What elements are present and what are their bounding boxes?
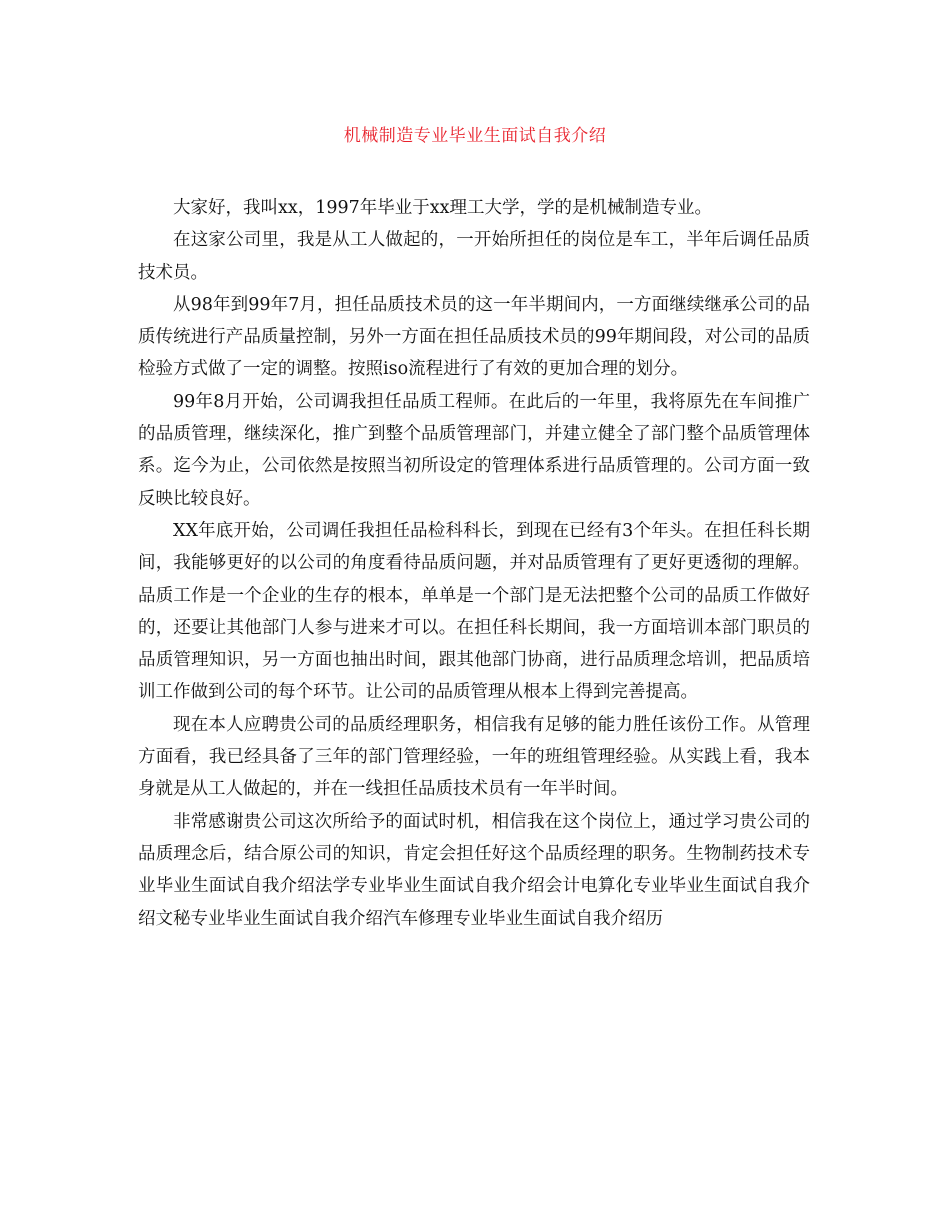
paragraph-section-chief: XX年底开始，公司调任我担任品检科科长，到现在已经有3个年头。在担任科长期间，我能够更好的以公司的角度看待品质问题，并对品质管理有了更好更透彻的理解。品质工作是一个企业的生存的根本，单单是一个部门是无法把整个公司的品质工作做好的，还要让其他部门人参与进来才可以。在担任科长期间，我一方面培训本部门职员的品质管理知识，另一方面也抽出时间，跟其他部门协商，进行品质理念培训，把品质培训工作做到公司的每个环节。让公司的品质管理从根本上得到完善提高。 [138, 520, 810, 703]
document-title: 机械制造专业毕业生面试自我介绍 [343, 126, 607, 146]
paragraph-quality-technician: 从98年到99年7月，担任品质技术员的这一年半期间内，一方面继续继承公司的品质传统进行产品质量控制，另外一方面在担任品质技术员的99年期间段，对公司的品质检验方式做了一定的调整。按照iso流程进行了有效的更加合理的划分。 [138, 294, 810, 380]
paragraph-first-position: 在这家公司里，我是从工人做起的，一开始所担任的岗位是车工，半年后调任品质技术员。 [138, 230, 810, 283]
document-body [138, 192, 810, 935]
paragraph-intro: 大家好，我叫xx，1997年毕业于xx理工大学，学的是机械制造专业。 [173, 198, 713, 218]
paragraph-application: 现在本人应聘贵公司的品质经理职务，相信我有足够的能力胜任该份工作。从管理方面看，我已经具备了三年的部门管理经验，一年的班组管理经验。从实践上看，我本身就是从工人做起的，并在一线担任品质技术员有一年半时间。 [138, 714, 810, 800]
paragraph-quality-engineer: 99年8月开始，公司调我担任品质工程师。在此后的一年里，我将原先在车间推广的品质管理，继续深化，推广到整个品质管理部门，并建立健全了部门整个品质管理体系。迄今为止，公司依然是按照当初所设定的管理体系进行品质管理的。公司方面一致反映比较良好。 [138, 391, 810, 509]
paragraph-closing: 非常感谢贵公司这次所给予的面试时机，相信我在这个岗位上，通过学习贵公司的品质理念后，结合原公司的知识，肯定会担任好这个品质经理的职务。生物制药技术专业毕业生面试自我介绍法学专业毕业生面试自我介绍会计电算化专业毕业生面试自我介绍文秘专业毕业生面试自我介绍汽车修理专业毕业生面试自我介绍历 [138, 811, 810, 929]
